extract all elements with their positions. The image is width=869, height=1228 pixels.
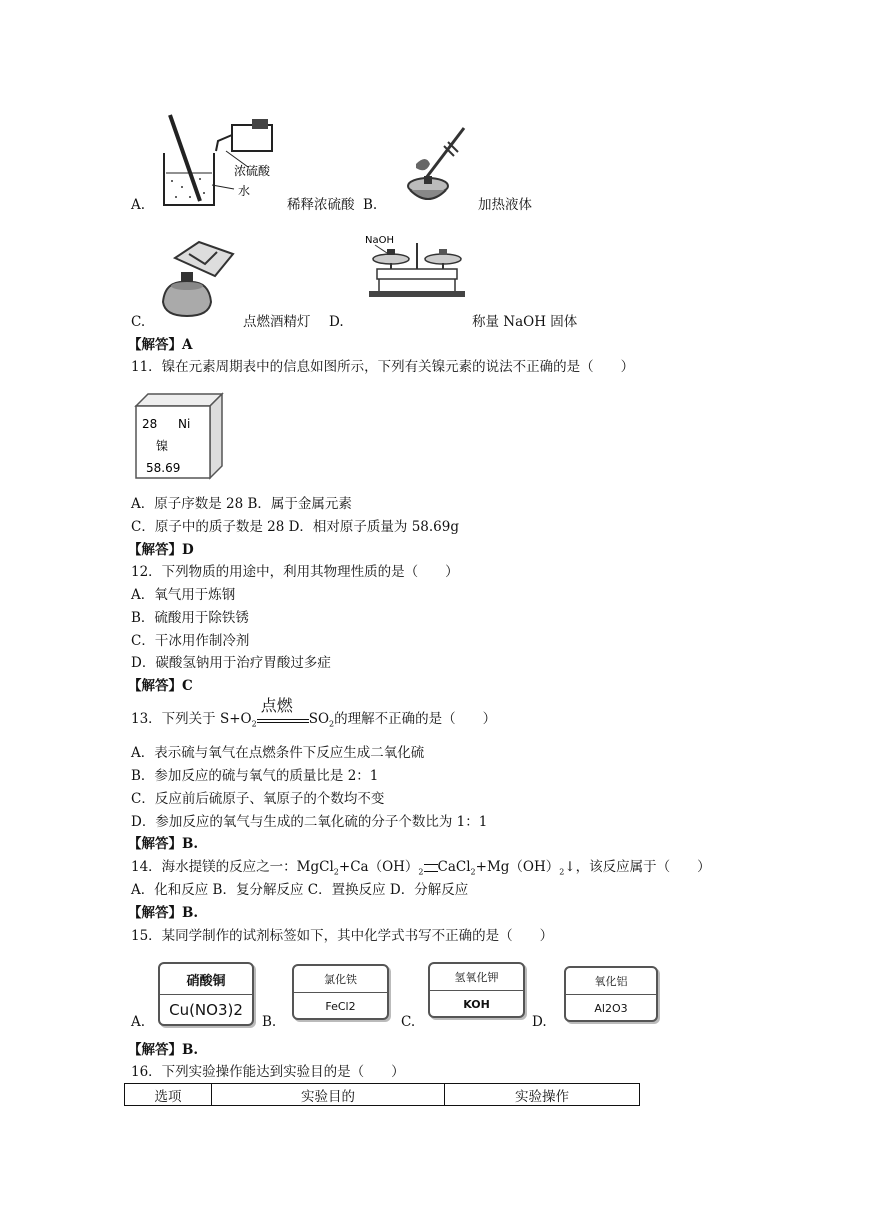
option-d-letter: D. [329,314,344,330]
option-b-caption: 加热液体 [478,197,532,213]
q12-option-b: B．硫酸用于除铁锈 [131,610,249,626]
water-label: 水 [238,184,251,198]
q15-letter-c: C. [401,1014,416,1030]
q11-options-line1: A．原子序数是 28 B．属于金属元素 [131,496,352,512]
q15-letter-a: A. [131,1014,146,1030]
option-a-caption: 稀释浓硫酸 [287,197,355,213]
label-name: 氧化铝 [566,968,656,995]
q13-answer: 【解答】B. [128,836,199,852]
reagent-label-d [564,966,658,1022]
q14-options: A．化和反应 B．复分解反应 C．置换反应 D．分解反应 [131,882,469,898]
tile-mass: 58.69 [146,461,181,475]
reaction-condition: 点燃 [260,695,293,715]
q15-answer: 【解答】B. [128,1042,199,1058]
option-d-caption: 称量 NaOH 固体 [472,314,578,330]
label-formula: FeCl2 [325,999,356,1013]
q11-stem: 11．镍在元素周期表中的信息如图所示，下列有关镍元素的说法不正确的是（ ） [131,359,635,375]
tile-number: 28 [142,417,158,431]
table-row [125,1084,640,1106]
q12-stem: 12．下列物质的用途中，利用其物理性质的是（ ） [131,564,459,580]
option-c-caption: 点燃酒精灯 [243,314,311,330]
dilute-acid-figure [152,113,277,211]
label-formula: Al2O3 [594,1001,628,1015]
q12-option-a: A．氧气用于炼钢 [131,587,236,603]
q14-stem: 14．海水提镁的反应之一：$MgCl_2+Ca(OH)_2$ $CaCl_2+Mg(OH)_2↓$，该反应属于（ ） [131,859,711,877]
q14-answer: 【解答】B. [128,905,199,921]
reagent-label-a [158,962,254,1026]
q11-options-line2: C．原子中的质子数是 28 D．相对原子质量为 58.69g [131,519,459,535]
header-purpose: 实验目的 [212,1084,445,1106]
q13-option-d: D．参加反应的氧气与生成的二氧化硫的分子个数比为 1：1 [131,814,488,830]
q15-letter-d: D. [532,1014,547,1030]
q10-answer: 【解答】A [128,337,193,353]
option-c-letter: C. [131,314,146,330]
label-name: 硝酸铜 [160,964,252,995]
label-name: 氯化铁 [294,966,387,993]
tile-name: 镍 [156,439,169,453]
naoh-label: NaOH [365,235,394,246]
q13-option-a: A．表示硫与氧气在点燃条件下反应生成二氧化硫 [131,745,425,761]
q12-answer: 【解答】C [128,678,193,694]
q13-option-c: C．反应前后硫原子、氧原子的个数均不变 [131,791,385,807]
tile-symbol: Ni [178,417,191,431]
header-option: 选项 [125,1084,212,1106]
label-name: 氢氧化钾 [430,964,523,991]
header-operation: 实验操作 [445,1084,640,1106]
label-formula: Cu(NO3)2 [169,1001,243,1019]
q16-table [124,1083,640,1106]
q13-stem: 13．下列关于 $S+O_2$ 点燃 $SO_2$的理解不正确的是（ ） [131,695,497,729]
q13-option-b: B．参加反应的硫与氧气的质量比是 2：1 [131,768,379,784]
q16-stem: 16．下列实验操作能达到实验目的是（ ） [131,1064,405,1080]
heat-liquid-figure [396,124,476,210]
q12-option-d: D．碳酸氢钠用于治疗胃酸过多症 [131,655,331,671]
label-formula: KOH [463,997,490,1011]
q15-letter-b: B. [262,1014,277,1030]
reagent-label-c [428,962,525,1018]
q12-option-c: C．干冰用作制冷剂 [131,633,250,649]
weigh-naoh-figure [357,229,477,315]
acid-label: 浓硫酸 [234,164,271,178]
light-lamp-figure [155,236,245,320]
option-a-letter: A. [131,197,146,213]
reagent-label-b [292,964,389,1020]
q15-stem: 15．某同学制作的试剂标签如下，其中化学式书写不正确的是（ ） [131,928,554,944]
option-b-letter: B. [363,197,378,213]
nickel-element-tile [134,392,226,480]
q11-answer: 【解答】D [128,542,194,558]
